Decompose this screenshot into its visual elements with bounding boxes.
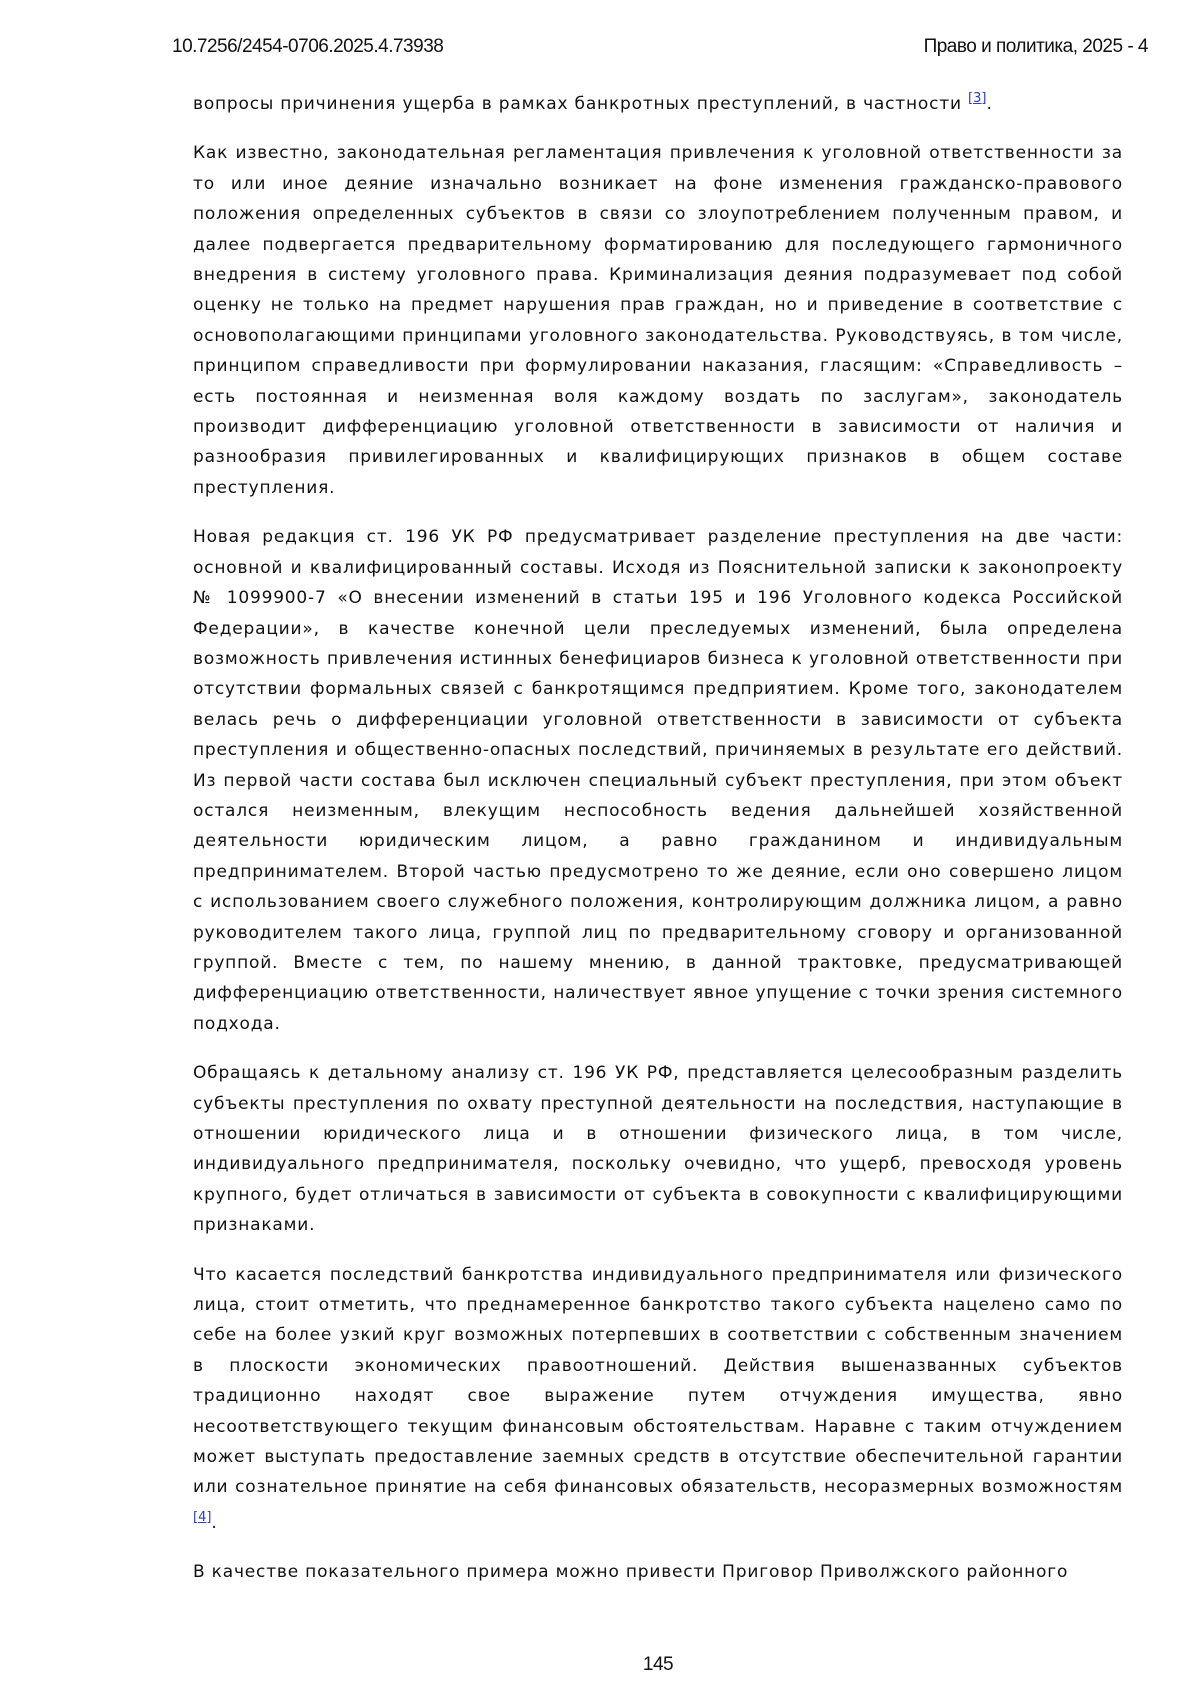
reference-link[interactable]: [4] [193, 1510, 211, 1525]
paragraph-tail: . [986, 94, 992, 114]
page-number: 145 [0, 1654, 1200, 1676]
paragraph [193, 1260, 1123, 1539]
doi-header: 10.7256/2454-0706.2025.4.73938 [172, 36, 443, 58]
paragraph [193, 84, 1123, 119]
paragraph-tail: . [211, 1513, 217, 1533]
paragraph: В качестве показательного примера можно привести Приговор Приволжского районного [193, 1557, 1123, 1587]
reference-link[interactable]: [3] [968, 91, 986, 106]
paragraph-text: вопросы причинения ущерба в рамках банкротных преступлений, в частности [193, 94, 968, 114]
article-body [193, 84, 1123, 1607]
paragraph: Новая редакция ст. 196 УК РФ предусматривает разделение преступления на две части: основной и квалифицированный составы. Исходя из Пояснительной записки к законопроекту № 1099900-7 «О внесении изменений в статьи 195 и 196 Уголовного кодекса Российской Федерации», в качестве конечной цели преследуемых изменений, была определена возможность привлечения истинных бенефициаров бизнеса к уголовной ответственности при отсутствии формальных связей с банкротящимся предприятием. Кроме того, законодателем велась речь о дифференциации уголовной ответственности в зависимости от субъекта преступления и общественно-опасных последствий, причиняемых в результате его действий. Из первой части состава был исключен специальный субъект преступления, при этом объект остался неизменным, влекущим неспособность ведения дальнейшей хозяйственной деятельности юридическим лицом, а равно гражданином и индивидуальным предпринимателем. Второй частью предусмотрено то же деяние, если оно совершено лицом с использованием своего служебного положения, контролирующим должника лицом, а равно руководителем такого лица, группой лиц по предварительному сговору и организованной группой. Вместе с тем, по нашему мнению, в данной трактовке, предусматривающей дифференциацию ответственности, наличествует явное упущение с точки зрения системного подхода. [193, 522, 1123, 1039]
paragraph-text: Что касается последствий банкротства индивидуального предпринимателя или физического лица, стоит отметить, что преднамеренное банкротство такого субъекта нацелено само по себе на более узкий круг возможных потерпевших в соответствии с собственным значением в плоскости экономических правоотношений. Действия вышеназванных субъектов традиционно находят свое выражение путем отчуждения имущества, явно несоответствующего текущим финансовым обстоятельствам. Наравне с таким отчуждением может выступать предоставление заемных средств в отсутствие обеспечительной гарантии или сознательное принятие на себя финансовых обязательств, несоразмерных возможностям [193, 1265, 1123, 1498]
journal-header: Право и политика, 2025 - 4 [924, 36, 1148, 58]
paragraph: Обращаясь к детальному анализу ст. 196 УК РФ, представляется целесообразным разделить субъекты преступления по охвату преступной деятельности на последствия, наступающие в отношении юридического лица и в отношении физического лица, в том числе, индивидуального предпринимателя, поскольку очевидно, что ущерб, превосходя уровень крупного, будет отличаться в зависимости от субъекта в совокупности с квалифицирующими признаками. [193, 1058, 1123, 1240]
paragraph: Как известно, законодательная регламентация привлечения к уголовной ответственности за то или иное деяние изначально возникает на фоне изменения гражданско-правового положения определенных субъектов в связи со злоупотреблением полученным правом, и далее подвергается предварительному форматированию для последующего гармоничного внедрения в систему уголовного права. Криминализация деяния подразумевает под собой оценку не только на предмет нарушения прав граждан, но и приведение в соответствие с основополагающими принципами уголовного законодательства. Руководствуясь, в том числе, принципом справедливости при формулировании наказания, гласящим: «Справедливость – есть постоянная и неизменная воля каждому воздать по заслугам», законодатель производит дифференциацию уголовной ответственности в зависимости от наличия и разнообразия привилегированных и квалифицирующих признаков в общем составе преступления. [193, 138, 1123, 503]
